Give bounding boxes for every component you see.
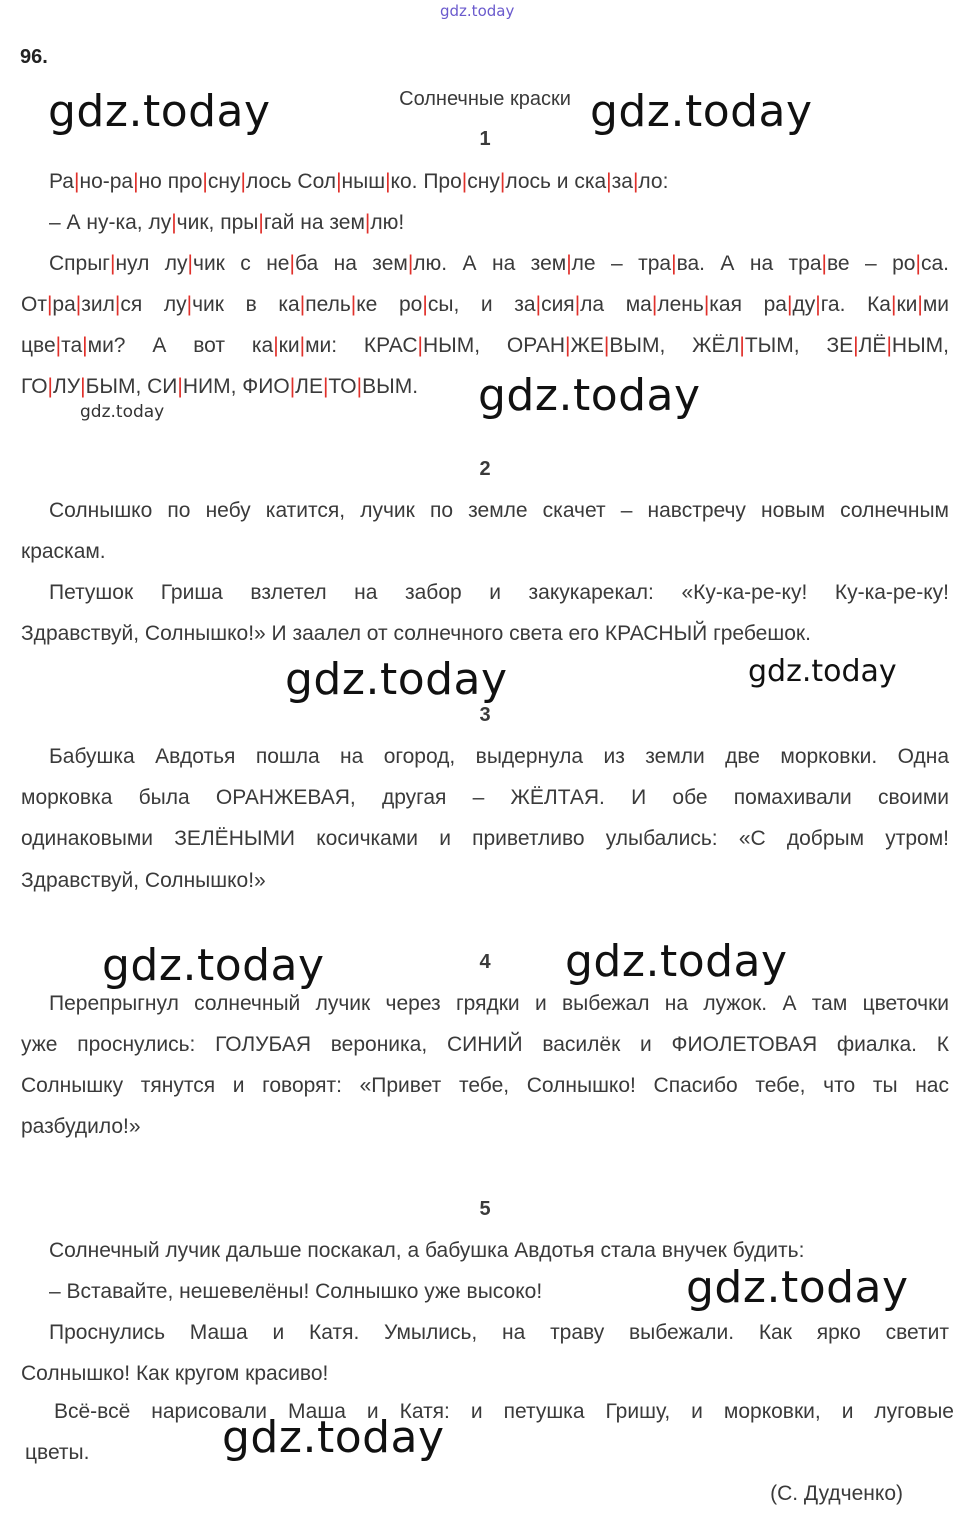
syllable-divider: | [407,252,414,275]
syllable-divider: | [385,170,391,193]
syllable-divider: | [787,293,793,316]
watermark: gdz.today [748,654,897,689]
section-number: 4 [479,951,491,973]
text-line: ГО|ЛУ|БЫМ, СИ|НИМ, ФИО|ЛЕ|ТО|ВЫМ. [21,375,419,398]
syllable-divider: | [566,252,572,275]
syllable-divider: | [606,170,612,193]
syllable-divider: | [417,334,423,357]
syllable-divider: | [703,293,710,316]
exercise-number: 96. [20,46,48,68]
syllable-divider: | [651,293,658,316]
author: (С. Дудченко) [770,1482,903,1505]
text-line: цветы. [25,1441,90,1464]
text-line: Перепрыгнул солнечный лучик через грядки и выбежал на лужок. А там цветочки [49,992,949,1015]
section-number: 5 [479,1198,491,1220]
watermark: gdz.today [285,654,508,705]
syllable-divider: | [74,170,80,193]
text-line: цве|та|ми? А вот ка|ки|ми: КРАС|НЫМ, ОРАН|ЖЕ|ВЫМ, ЖЁЛ|ТЫМ, ЗЕ|ЛЁ|НЫМ, [21,334,949,357]
section-number: 2 [479,458,491,480]
syllable-divider: | [114,293,121,316]
text-line: Солнышку тянутся и говорят: «Привет тебе, Солнышко! Спасибо тебе, что ты нас [21,1074,949,1097]
syllable-divider: | [171,211,177,234]
text-line: Солнечный лучик дальше поскакал, а бабушка Авдотья стала внучек будить: [49,1239,805,1262]
text-line: Солнышко! Как кругом красиво! [21,1362,329,1385]
syllable-divider: | [671,252,677,275]
syllable-divider: | [535,293,542,316]
syllable-divider: | [299,293,306,316]
text-line: – Вставайте, нешевелёны! Солнышко уже высоко! [49,1280,543,1303]
syllable-divider: | [915,252,921,275]
syllable-divider: | [565,334,571,357]
text-line: От|ра|зил|ся лу|чик в ка|пель|ке ро|сы, и за|сия|ла ма|лень|кая ра|ду|га. Ка|ки|ми [21,293,950,316]
text-line: одинаковыми ЗЕЛЁНЫМИ косичками и приветливо улыбались: «С добрым утром! [21,827,949,850]
text-line: Здравствуй, Солнышко!» [21,869,266,892]
watermark-top: gdz.today [440,2,515,20]
syllable-divider: | [336,170,342,193]
story-title: Солнечные краски [399,88,571,110]
syllable-divider: | [289,252,295,275]
syllable-divider: | [364,211,371,234]
syllable-divider: | [422,293,428,316]
text-line: краскам. [21,540,106,563]
text-line: Спрыг|нул лу|чик с не|ба на зем|лю. А на зем|ле – тра|ва. А на тра|ве – ро|са. [49,252,949,275]
watermark: gdz.today [48,86,271,137]
syllable-divider: | [109,252,116,275]
watermark-small: gdz.today [80,402,165,422]
syllable-divider: | [603,334,610,357]
syllable-divider: | [133,170,139,193]
text-line: Проснулись Маша и Катя. Умылись, на траву выбежали. Как ярко светит [49,1321,949,1344]
syllable-divider: | [499,170,506,193]
syllable-divider: | [258,211,264,234]
syllable-divider: | [917,293,923,316]
text-line: уже проснулись: ГОЛУБАЯ вероника, СИНИЙ василёк и ФИОЛЕТОВАЯ фиалка. К [21,1033,949,1056]
syllable-divider: | [55,334,62,357]
syllable-divider: | [886,334,892,357]
text-line: – А ну-ка, лу|чик, пры|гай на зем|лю! [49,211,405,234]
syllable-divider: | [853,334,859,357]
watermark: gdz.today [590,86,813,137]
text-line: Ра|но-ра|но про|сну|лось Сол|ныш|ко. Про|сну|лось и ска|за|ло: [49,170,669,193]
text-line: Петушок Гриша взлетел на забор и закукарекал: «Ку-ка-ре-ку! Ку-ка-ре-ку! [49,581,949,604]
syllable-divider: | [815,293,821,316]
section-number: 1 [479,128,491,150]
watermark: gdz.today [565,936,788,987]
watermark: gdz.today [686,1262,909,1313]
syllable-divider: | [821,252,827,275]
syllable-divider: | [82,334,88,357]
section-number: 3 [479,704,491,726]
syllable-divider: | [47,375,53,398]
text-line: морковка была ОРАНЖЕВАЯ, другая – ЖЁЛТАЯ. И обе помахивали своими [21,786,949,809]
syllable-divider: | [240,170,246,193]
syllable-divider: | [273,334,279,357]
watermark: gdz.today [102,940,325,991]
syllable-divider: | [289,375,296,398]
text-line: разбудило!» [21,1115,141,1138]
syllable-divider: | [80,375,86,398]
text-line: Бабушка Авдотья пошла на огород, выдернула из земли две морковки. Одна [49,745,949,768]
text-line: Солнышко по небу катится, лучик по земле скачет – навстречу новым солнечным [49,499,949,522]
syllable-divider: | [46,293,53,316]
syllable-divider: | [356,375,363,398]
syllable-divider: | [187,252,193,275]
syllable-divider: | [299,334,306,357]
watermark: gdz.today [222,1412,445,1463]
syllable-divider: | [890,293,897,316]
syllable-divider: | [632,170,639,193]
syllable-divider: | [350,293,357,316]
syllable-divider: | [739,334,745,357]
syllable-divider: | [75,293,82,316]
text-line: Всё-всё нарисовали Маша и Катя: и петушка Гришу, и морковки, и луговые [54,1400,954,1423]
syllable-divider: | [202,170,208,193]
syllable-divider: | [322,375,329,398]
syllable-divider: | [574,293,581,316]
text-line: Здравствуй, Солнышко!» И заалел от солнечного света его КРАСНЫЙ гребешок. [21,622,811,645]
syllable-divider: | [186,293,193,316]
syllable-divider: | [461,170,468,193]
watermark: gdz.today [478,370,701,421]
syllable-divider: | [177,375,183,398]
